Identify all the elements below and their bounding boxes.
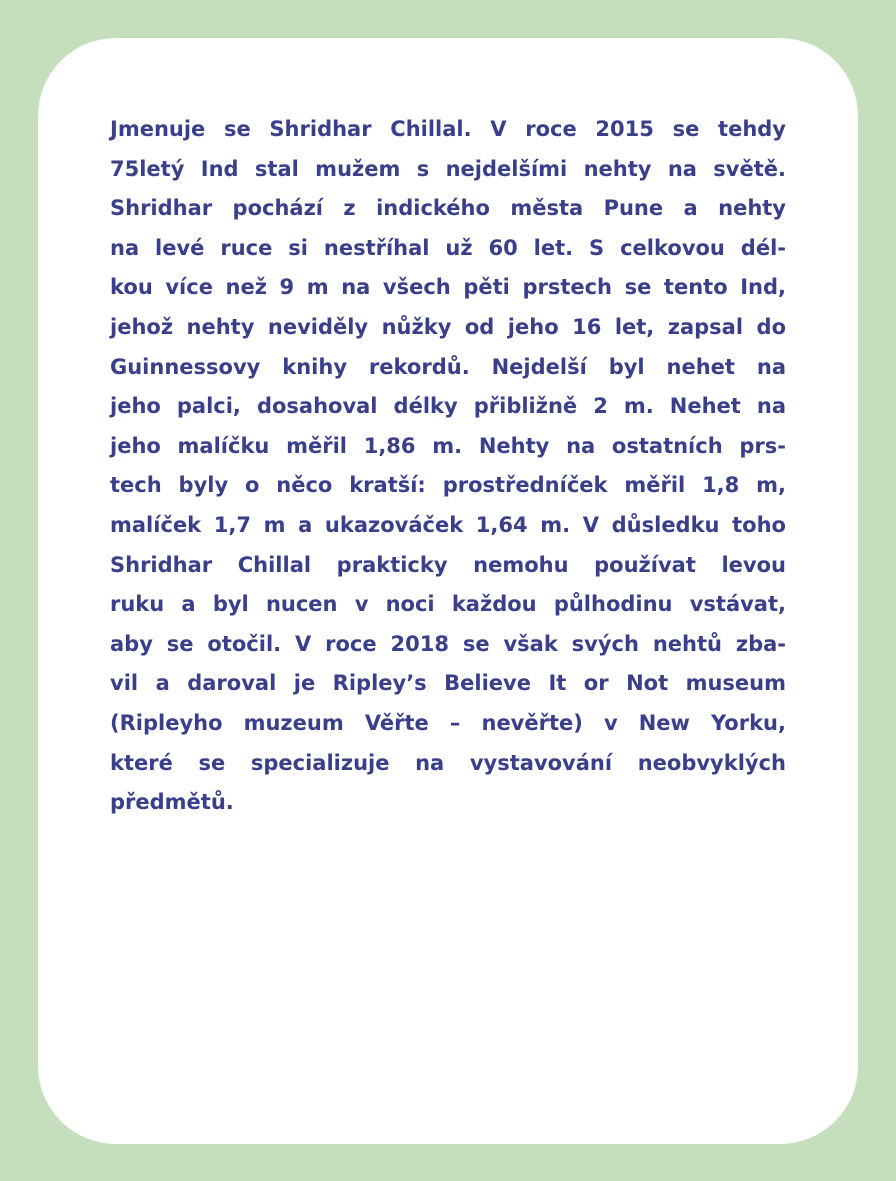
paragraph-line: jehož nehty neviděly nůžky od jeho 16 let, zapsal do (110, 314, 786, 339)
paragraph-line: tech byly o něco kratší: prostředníček měřil 1,8 m, (110, 473, 786, 498)
content-card (38, 38, 858, 1144)
paragraph-line: Guinnessovy knihy rekordů. Nejdelší byl nehet na (110, 354, 786, 379)
paragraph-line: Shridhar Chillal prakticky nemohu používat levou (110, 552, 786, 577)
paragraph-line: jeho palci, dosahoval délky přibližně 2 m. Nehet na (110, 394, 786, 419)
paragraph-line: Jmenuje se Shridhar Chillal. V roce 2015 se tehdy (110, 117, 786, 141)
paragraph-line: vil a daroval je Ripley’s Believe It or Not museum (110, 671, 786, 696)
paragraph-line: ruku a byl nucen v noci každou půlhodinu vstávat, (110, 592, 786, 617)
paragraph-line: předmětů. (110, 790, 234, 815)
paragraph-line: jeho malíčku měřil 1,86 m. Nehty na ostatních prs- (110, 433, 786, 458)
paragraph-line: 75letý Ind stal mužem s nejdelšími nehty na světě. (110, 156, 786, 181)
paragraph-line: malíček 1,7 m a ukazováček 1,64 m. V důsledku toho (110, 512, 786, 537)
paragraph-line: kou více než 9 m na všech pěti prstech se tento Ind, (110, 275, 786, 300)
paragraph-line: (Ripleyho muzeum Věřte – nevěřte) v New Yorku, (110, 710, 786, 735)
article-paragraph (110, 110, 786, 823)
paragraph-line: Shridhar pochází z indického města Pune a nehty (110, 196, 786, 221)
paragraph-line: na levé ruce si nestříhal už 60 let. S celkovou dél- (110, 235, 786, 260)
paragraph-line: aby se otočil. V roce 2018 se však svých nehtů zba- (110, 631, 786, 656)
paragraph-line: které se specializuje na vystavování neobvyklých (110, 750, 786, 775)
